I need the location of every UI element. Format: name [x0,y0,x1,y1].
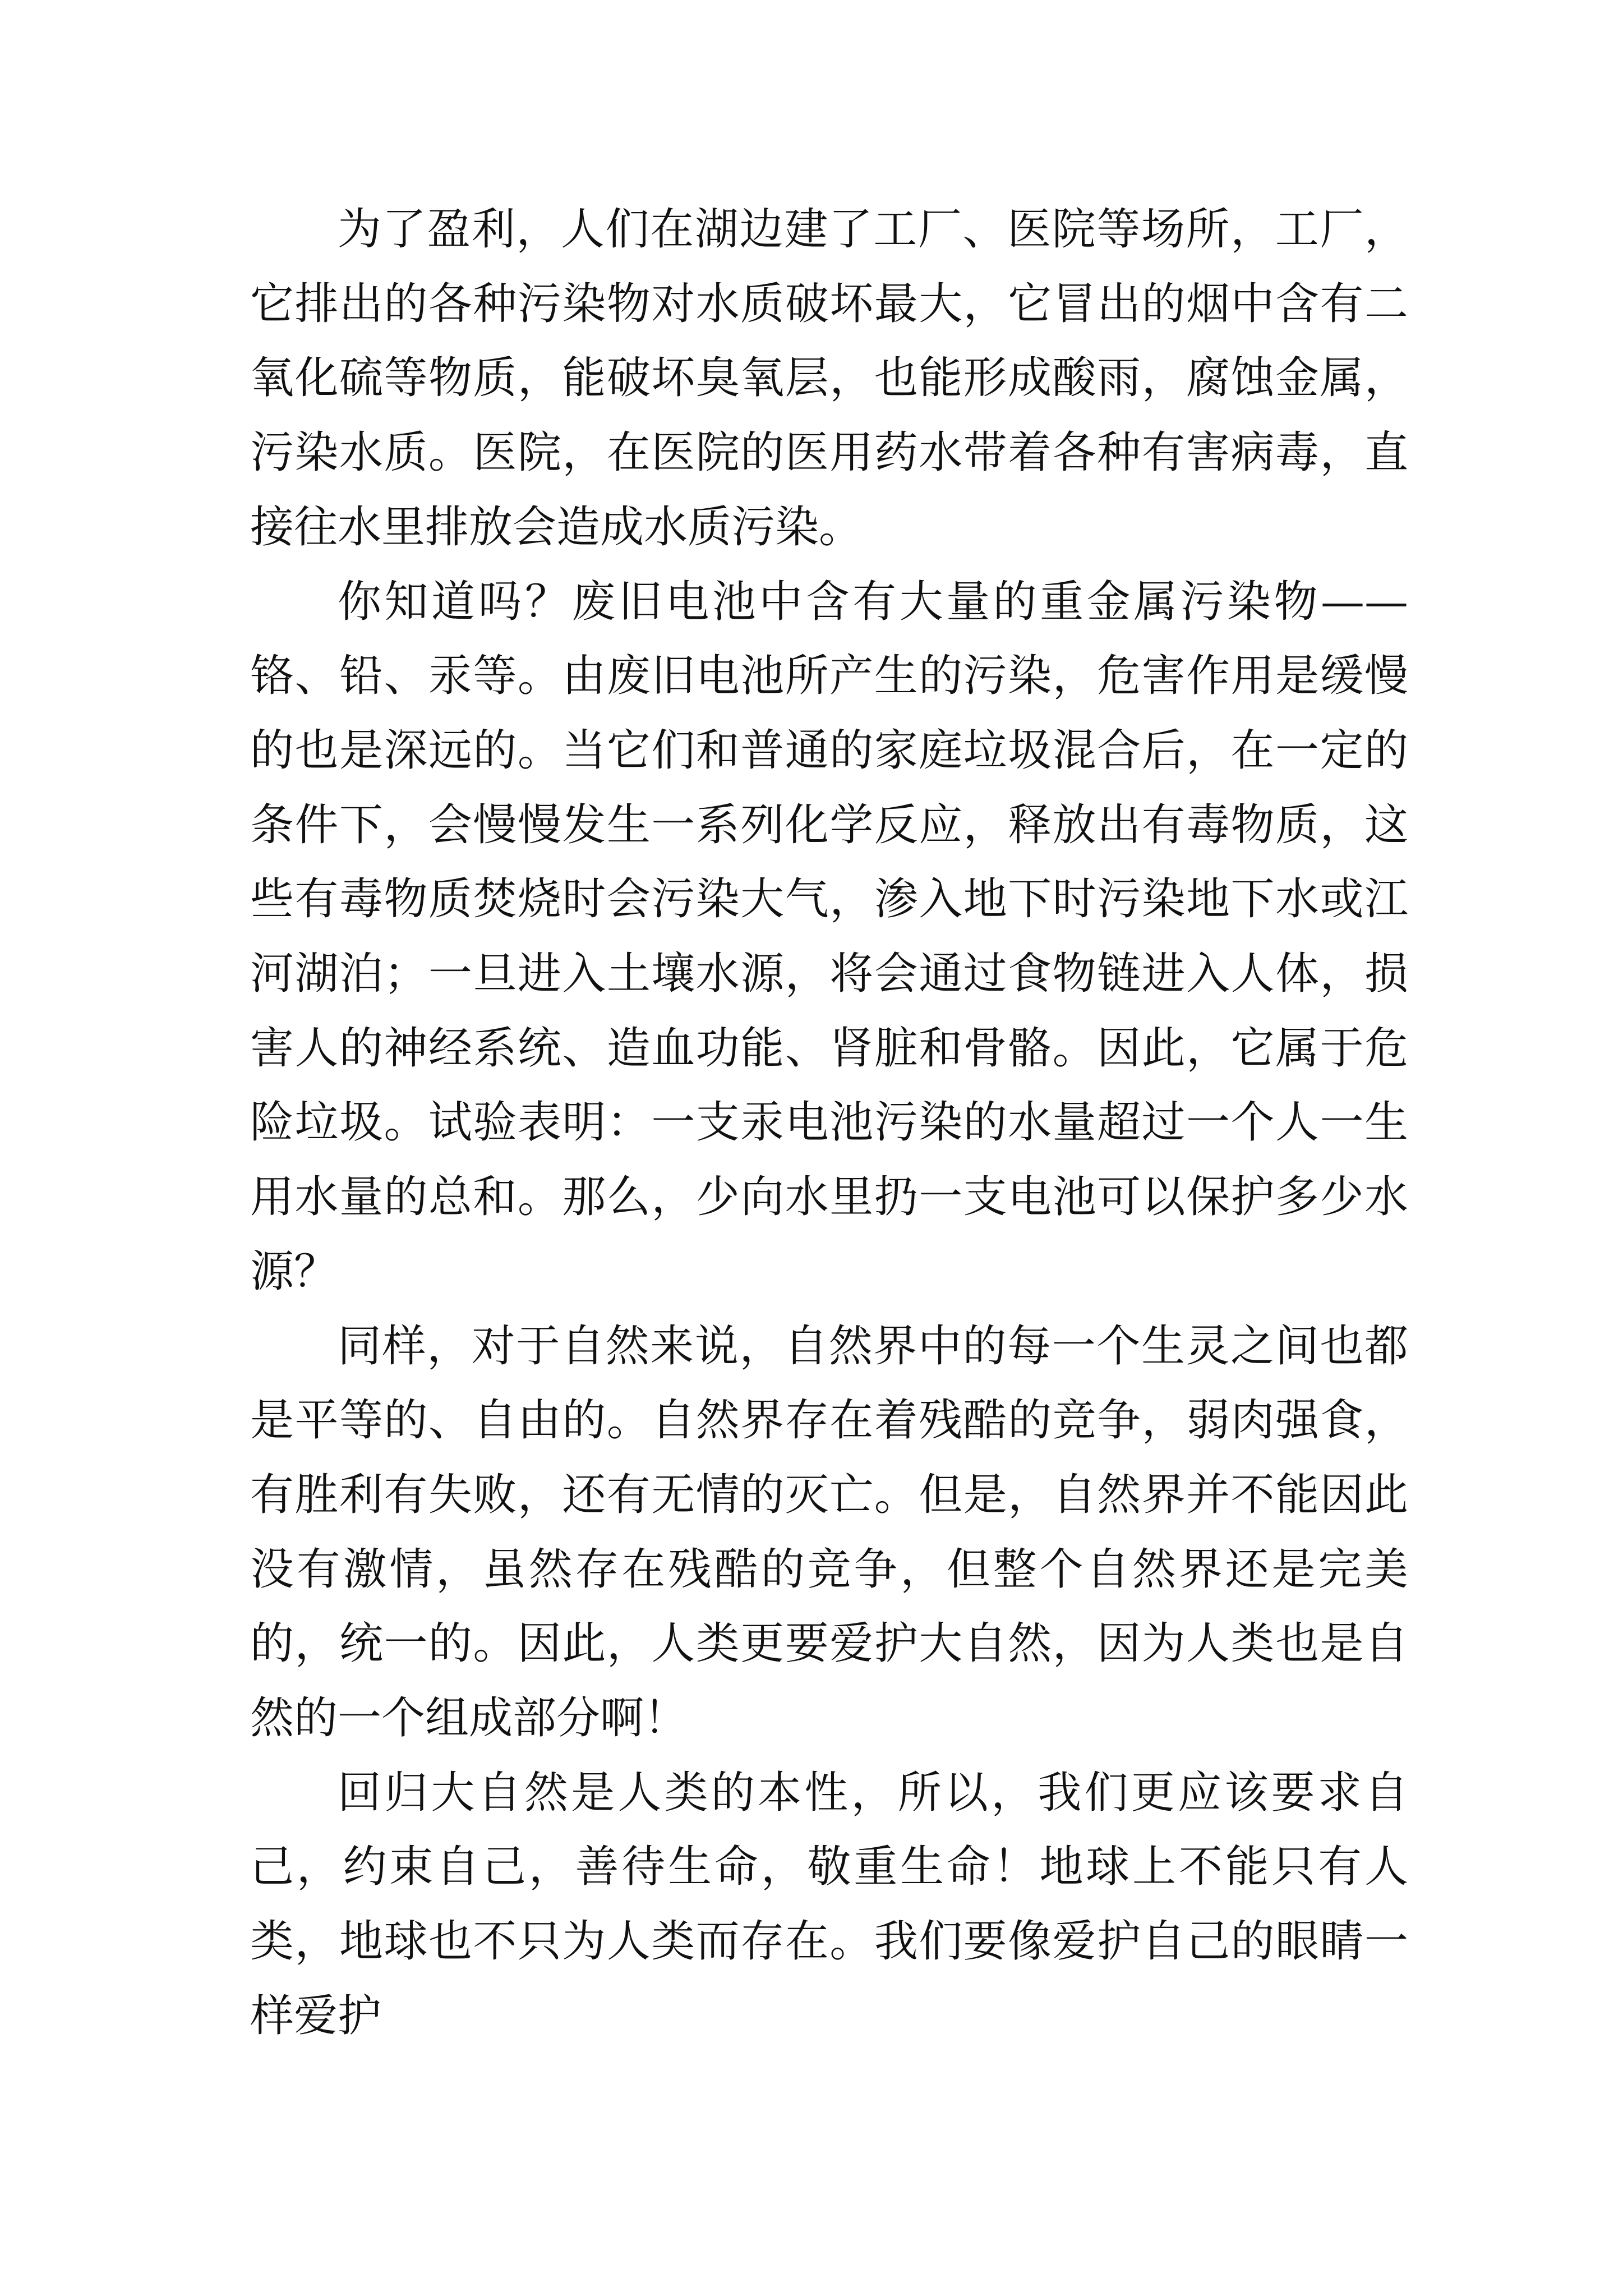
paragraph-factories-hospitals: 为了盈利，人们在湖边建了工厂、医院等场所，工厂，它排出的各种污染物对水质破坏最大，它冒出的烟中含有二氧化硫等物质，能破坏臭氧层，也能形成酸雨，腐蚀金属，污染水质。医院，在医院的医用药水带着各种有害病毒，直接往水里排放会造成水质污染。 [250,204,1408,553]
paragraph-nature-equality: 同样，对于自然来说，自然界中的每一个生灵之间也都是平等的、自由的。自然界存在着残酷的竞争，弱肉强食，有胜利有失败，还有无情的灭亡。但是，自然界并不能因此没有激情，虽然存在残酷的竞争，但整个自然界还是完美的，统一的。因此，人类更要爱护大自然，因为人类也是自然的一个组成部分啊！ [250,1320,1408,1744]
document-body [250,192,1408,2054]
paragraph-waste-batteries: 你知道吗？废旧电池中含有大量的重金属污染物——铬、铅、汞等。由废旧电池所产生的污染，危害作用是缓慢的也是深远的。当它们和普通的家庭垃圾混合后，在一定的条件下，会慢慢发生一系列化学反应，释放出有毒物质，这些有毒物质焚烧时会污染大气，渗入地下时污染地下水或江河湖泊；一旦进入土壤水源，将会通过食物链进入人体，损害人的神经系统、造血功能、肾脏和骨骼。因此，它属于危险垃圾。试验表明：一支汞电池污染的水量超过一个人一生用水量的总和。那么，少向水里扔一支电池可以保护多少水源？ [250,576,1408,1297]
paragraph-return-to-nature: 回归大自然是人类的本性，所以，我们更应该要求自己，约束自己，善待生命，敬重生命！地球上不能只有人类，地球也不只为人类而存在。我们要像爱护自己的眼睛一样爱护 [250,1767,1408,2041]
